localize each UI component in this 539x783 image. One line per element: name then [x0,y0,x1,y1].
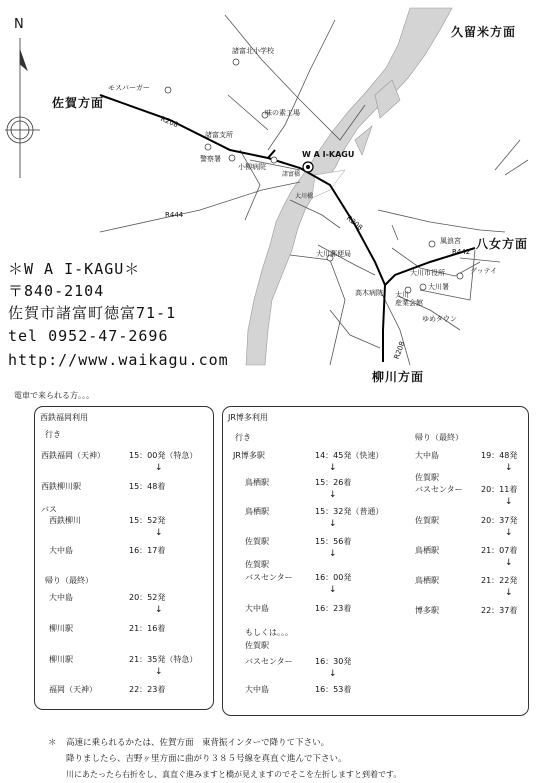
place-okawa-city: 大川市役所 [410,269,445,277]
jr-go-time-3: 15：56着 [315,537,352,546]
train-heading: 電車で来られる方。。。 [14,391,94,400]
nishi-go-station-3: 西鉄柳川 [49,516,81,525]
route-r444: R444 [165,211,184,219]
down-arrow-icon: ↓ [329,490,337,500]
down-arrow-icon: ↓ [329,549,337,559]
direction-hachime: 八女方面 [476,237,529,251]
compass-icon [5,38,40,178]
place-okawa-police: 大川署 [428,283,449,291]
place-youme: ゆめタウン [422,315,457,323]
jr-ret-time-6: 22：37着 [481,606,518,615]
note-line-2: 降りましたら、吉野ヶ里方面に曲がり３８５号線を真直ぐ進んで下さい。 [66,754,347,764]
down-arrow-icon: ↓ [329,669,337,679]
jr-alt-time-2: 16：53着 [315,685,352,694]
down-arrow-icon: ↓ [155,528,163,538]
place-branch: 諸富支所 [205,131,233,139]
jr-box [222,406,529,716]
company-postal: 〒840-2104 [8,282,105,300]
down-arrow-icon: ↓ [505,497,513,507]
down-arrow-icon: ↓ [505,528,513,538]
jr-alt-time-1: 16：30発 [315,657,352,666]
jr-ret-station-6: 博多駅 [415,606,439,615]
place-police: 警察署 [200,155,221,163]
jr-ret-station-4: 鳥栖駅 [415,546,439,555]
down-arrow-icon: ↓ [505,558,513,568]
company-name: ＊W A I-KAGU＊ [8,260,141,278]
jr-go-station-3: 佐賀駅 [245,537,269,546]
place-guttei: グッテイ [470,267,498,275]
jr-go-time-5: 16：00発 [315,573,352,582]
jr-go-station-5: バスセンター [245,573,293,582]
down-arrow-icon: ↓ [329,519,337,529]
nishi-go-time-1: 15：48着 [129,482,166,491]
jr-go-station-6: 大中島 [245,604,269,613]
jr-go-station-1: 鳥栖駅 [245,478,269,487]
place-furoga: 風浪宮 [440,237,461,245]
jr-go-time-2: 15：32発（普通） [315,507,384,516]
nishi-go-time-0: 15：00発（特急） [129,451,198,460]
down-arrow-icon: ↓ [329,585,337,595]
note-line-3: 川にあたったら右折をし、真直ぐ進みますと橋が見えますのでそこを左折しますと到着です。 [66,770,402,779]
nishi-ret-station-2: 柳川駅 [49,655,73,664]
place-clinic: 小柳病院 [238,163,266,171]
down-arrow-icon: ↓ [155,667,163,677]
jr-alt-station-2: 大中島 [245,685,269,694]
route-r208-south: R208 [392,340,407,361]
jr-ret-time-5: 21：22発 [481,576,518,585]
place-okawa-bridge: 大川橋 [295,193,314,200]
nishi-go-time-4: 16：17着 [129,546,166,555]
nishi-go-station-0: 西鉄福岡（天神） [41,451,105,460]
jr-alt-station-0: 佐賀駅 [245,641,269,650]
jr-alt-station-1: バスセンター [245,657,293,666]
nishitetsu-go-label: 行き [45,430,61,439]
note-star: ＊ [48,738,57,748]
direction-kurume: 久留米方面 [451,25,517,39]
place-shotomi-elem: 諸富北小学校 [232,47,274,55]
place-takagi: 高木病院 [355,289,383,297]
jr-return-label: 帰り（最終） [415,433,463,442]
place-okawa-hall: 大川 産業会館 [395,291,423,307]
place-ajinomoto: 味の素工場 [265,109,300,117]
nishi-ret-station-0: 大中島 [49,593,73,602]
nishi-go-time-3: 15：52発 [129,516,166,525]
place-waikagu: W A I-KAGU [302,150,355,159]
jr-ret-time-4: 21：07着 [481,546,518,555]
jr-go-station-4: 佐賀駅 [245,560,269,569]
jr-go-time-0: 14：45発（快速） [315,451,384,460]
nishitetsu-box [34,406,214,710]
route-r208-west: R208 [159,114,180,130]
down-arrow-icon: ↓ [329,463,337,473]
nishitetsu-title: 西鉄福岡利用 [40,413,88,422]
jr-ret-station-1: 佐賀駅 [415,473,439,482]
direction-saga: 佐賀方面 [52,96,105,110]
company-tel: tel 0952-47-2696 [8,327,169,345]
jr-ret-station-5: 鳥栖駅 [415,576,439,585]
route-r442: R442 [452,248,471,256]
jr-ret-time-2: 20：11着 [481,485,518,494]
jr-ret-station-3: 佐賀駅 [415,516,439,525]
down-arrow-icon: ↓ [155,605,163,615]
down-arrow-icon: ↓ [505,588,513,598]
nishi-ret-time-0: 20：52発 [129,593,166,602]
jr-go-label: 行き [235,433,251,442]
jr-go-time-1: 15：26着 [315,478,352,487]
nishi-ret-time-1: 21：16着 [129,624,166,633]
direction-yanagawa: 柳川方面 [372,370,425,384]
note-line-1: 高速に乗られるかたは、佐賀方面 東背振インターで降りて下さい。 [66,738,330,748]
jr-ret-station-0: 大中島 [415,451,439,460]
place-okawa-post: 大川郵便局 [316,250,351,258]
nishi-go-station-4: 大中島 [49,546,73,555]
jr-ret-time-3: 20：37発 [481,516,518,525]
down-arrow-icon: ↓ [155,463,163,473]
route-r208-center: R208 [344,214,364,233]
place-mos: モスバーガー [108,84,150,92]
company-address: 佐賀市諸富町徳富71-1 [8,304,177,322]
nishi-go-station-1: 西鉄柳川駅 [41,482,81,491]
nishi-ret-time-2: 21：35発（特急） [129,655,198,664]
nishitetsu-return-label: 帰り（最終） [45,576,93,585]
jr-ret-time-0: 19：48発 [481,451,518,460]
jr-title: JR博多利用 [228,413,268,422]
nishi-ret-station-1: 柳川駅 [49,624,73,633]
nishi-ret-station-3: 福岡（天神） [49,685,97,694]
place-morotomi-bridge: 諸富橋 [282,171,301,178]
jr-go-station-2: 鳥栖駅 [245,507,269,516]
jr-go-time-6: 16：23着 [315,604,352,613]
jr-or-label: もしくは。。。 [245,628,293,637]
jr-go-station-0: JR博多駅 [233,451,265,460]
down-arrow-icon: ↓ [505,463,513,473]
nishi-go-station-2: バス [41,505,57,514]
north-label: N [14,17,24,32]
company-url[interactable]: http://www.waikagu.com [8,351,229,369]
jr-ret-station-2: バスセンター [415,485,463,494]
nishi-ret-time-3: 22：23着 [129,685,166,694]
